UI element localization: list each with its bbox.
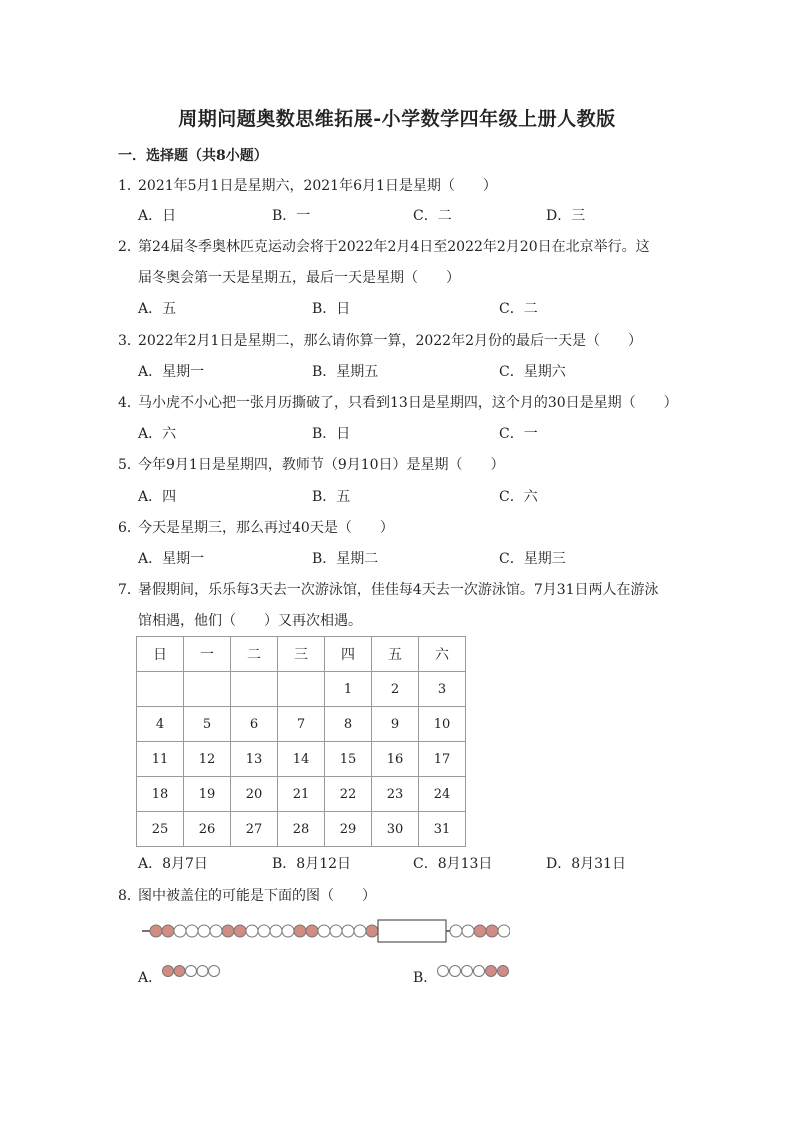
calendar-cell: 16 xyxy=(372,742,419,777)
calendar-weekday: 日 xyxy=(137,637,184,672)
calendar-cell: 29 xyxy=(325,812,372,847)
question-text: 今天是星期三，那么再过40天是（ ） xyxy=(138,520,394,536)
calendar-cell: 28 xyxy=(278,812,325,847)
question-number: 5． xyxy=(118,457,141,473)
option-c[interactable]: C．星期六 xyxy=(499,364,566,380)
calendar-weekday: 三 xyxy=(278,637,325,672)
question-text: 2022年2月1日是星期二，那么请你算一算，2022年2月份的最后一天是（ ） xyxy=(138,333,642,349)
option-c[interactable]: C．8月13日 xyxy=(413,856,493,872)
question-6 xyxy=(118,518,394,538)
question-text-continued: 馆相遇，他们（ ）又再次相遇。 xyxy=(138,613,362,629)
option-d[interactable]: D．8月31日 xyxy=(546,856,626,872)
bead-filled xyxy=(474,925,486,937)
question-text-continued: 届冬奥会第一天是星期五，最后一天是星期（ ） xyxy=(138,270,460,286)
bead-empty xyxy=(450,966,461,977)
option-c[interactable]: C．二 xyxy=(413,208,452,224)
option-a[interactable]: A．8月7日 xyxy=(138,856,208,872)
calendar-cell: 18 xyxy=(137,777,184,812)
calendar-cell: 17 xyxy=(419,742,466,777)
option-a[interactable]: A．六 xyxy=(138,426,177,442)
calendar-cell: 24 xyxy=(419,777,466,812)
question-number: 1． xyxy=(118,178,141,194)
option-b[interactable]: B．8月12日 xyxy=(272,856,352,872)
option-a-bead-figure[interactable] xyxy=(158,960,222,982)
calendar-cell: 6 xyxy=(231,707,278,742)
calendar-cell: 7 xyxy=(278,707,325,742)
calendar-row xyxy=(137,672,466,707)
calendar-cell: 19 xyxy=(184,777,231,812)
calendar-row xyxy=(137,742,466,777)
bead-empty xyxy=(197,966,208,977)
calendar-cell: 11 xyxy=(137,742,184,777)
option-a[interactable]: A．日 xyxy=(138,208,177,224)
question-number: 8． xyxy=(118,888,141,904)
bead-empty xyxy=(354,925,366,937)
question-text: 2021年5月1日是星期六，2021年6月1日是星期（ ） xyxy=(138,178,497,194)
question-2 xyxy=(118,237,650,257)
calendar-cell: 13 xyxy=(231,742,278,777)
calendar-cell: 25 xyxy=(137,812,184,847)
bead-empty xyxy=(198,925,210,937)
section-heading: 一．选择题（共8小题） xyxy=(118,148,268,164)
bead-empty xyxy=(330,925,342,937)
calendar-cell: 15 xyxy=(325,742,372,777)
bead-empty xyxy=(246,925,258,937)
calendar-cell: 26 xyxy=(184,812,231,847)
calendar-weekday: 六 xyxy=(419,637,466,672)
option-b[interactable]: B．星期五 xyxy=(312,364,379,380)
calendar-weekday: 二 xyxy=(231,637,278,672)
calendar-cell: 22 xyxy=(325,777,372,812)
option-b[interactable]: B．日 xyxy=(312,426,351,442)
option-c[interactable]: C．六 xyxy=(499,489,538,505)
option-c[interactable]: C．一 xyxy=(499,426,538,442)
calendar-cell: 20 xyxy=(231,777,278,812)
option-a[interactable]: A．星期一 xyxy=(138,364,205,380)
calendar-cell: 23 xyxy=(372,777,419,812)
bead-empty xyxy=(186,966,197,977)
calendar-header-row xyxy=(137,637,466,672)
calendar-cell: 4 xyxy=(137,707,184,742)
calendar-row xyxy=(137,777,466,812)
calendar-cell xyxy=(137,672,184,707)
bead-filled xyxy=(306,925,318,937)
bead-filled xyxy=(498,966,509,977)
option-b[interactable]: B．日 xyxy=(312,301,351,317)
question-text: 马小虎不小心把一张月历撕破了，只看到13日是星期四，这个月的30日是星期（ ） xyxy=(138,395,678,411)
question-number: 4． xyxy=(118,395,141,411)
calendar-weekday: 四 xyxy=(325,637,372,672)
question-number: 3． xyxy=(118,333,141,349)
question-number: 6． xyxy=(118,520,141,536)
question-3 xyxy=(118,331,642,351)
calendar-cell: 30 xyxy=(372,812,419,847)
calendar-cell xyxy=(231,672,278,707)
calendar-cell: 2 xyxy=(372,672,419,707)
bead-filled xyxy=(150,925,162,937)
bead-empty xyxy=(210,925,222,937)
bead-filled xyxy=(163,966,174,977)
bead-empty xyxy=(498,925,510,937)
calendar-cell: 8 xyxy=(325,707,372,742)
calendar-cell: 5 xyxy=(184,707,231,742)
option-d[interactable]: D．三 xyxy=(546,208,586,224)
calendar-cell: 9 xyxy=(372,707,419,742)
calendar-cell: 14 xyxy=(278,742,325,777)
option-b[interactable]: B．五 xyxy=(312,489,351,505)
question-5 xyxy=(118,455,505,475)
option-a[interactable]: A．星期一 xyxy=(138,551,205,567)
calendar-cell: 21 xyxy=(278,777,325,812)
bead-filled xyxy=(366,925,378,937)
calendar-cell: 10 xyxy=(419,707,466,742)
page-title: 周期问题奥数思维拓展-小学数学四年级上册人教版 xyxy=(178,108,616,130)
bead-empty xyxy=(474,966,485,977)
calendar-cell: 12 xyxy=(184,742,231,777)
option-b[interactable]: B． xyxy=(413,970,438,986)
option-c[interactable]: C．二 xyxy=(499,301,538,317)
bead-empty xyxy=(462,966,473,977)
question-number: 2． xyxy=(118,239,141,255)
calendar-row xyxy=(137,812,466,847)
bead-empty xyxy=(318,925,330,937)
bead-empty xyxy=(282,925,294,937)
option-c[interactable]: C．星期三 xyxy=(499,551,566,567)
option-b[interactable]: B．一 xyxy=(272,208,311,224)
calendar-cell xyxy=(278,672,325,707)
option-a[interactable]: A．五 xyxy=(138,301,177,317)
option-a[interactable]: A． xyxy=(138,970,163,986)
bead-empty xyxy=(450,925,462,937)
bead-filled xyxy=(162,925,174,937)
option-b[interactable]: B．星期二 xyxy=(312,551,379,567)
question-1 xyxy=(118,176,497,196)
calendar-cell: 31 xyxy=(419,812,466,847)
bead-string-figure xyxy=(140,912,510,950)
bead-empty xyxy=(438,966,449,977)
calendar-cell: 3 xyxy=(419,672,466,707)
question-number: 7． xyxy=(118,582,141,598)
calendar-row xyxy=(137,707,466,742)
calendar-cell: 27 xyxy=(231,812,278,847)
bead-empty xyxy=(270,925,282,937)
bead-empty xyxy=(258,925,270,937)
question-7 xyxy=(118,580,659,600)
calendar-weekday: 五 xyxy=(372,637,419,672)
calendar-cell xyxy=(184,672,231,707)
calendar-cell: 1 xyxy=(325,672,372,707)
question-text: 第24届冬季奥林匹克运动会将于2022年2月4日至2022年2月20日在北京举行。这 xyxy=(138,239,650,255)
calendar-weekday: 一 xyxy=(184,637,231,672)
bead-filled xyxy=(174,966,185,977)
bead-empty xyxy=(209,966,220,977)
bead-filled xyxy=(222,925,234,937)
question-4 xyxy=(118,393,678,413)
bead-filled xyxy=(486,966,497,977)
calendar-table xyxy=(136,636,466,847)
bead-filled xyxy=(486,925,498,937)
question-text: 图中被盖住的可能是下面的图（ ） xyxy=(138,888,376,904)
bead-empty xyxy=(174,925,186,937)
bead-empty xyxy=(462,925,474,937)
bead-empty xyxy=(342,925,354,937)
question-text: 暑假期间，乐乐每3天去一次游泳馆，佳佳每4天去一次游泳馆。7月31日两人在游泳 xyxy=(138,582,659,598)
option-a[interactable]: A．四 xyxy=(138,489,177,505)
bead-filled xyxy=(294,925,306,937)
option-b-bead-figure[interactable] xyxy=(434,960,514,982)
bead-empty xyxy=(186,925,198,937)
question-8 xyxy=(118,886,376,906)
question-text: 今年9月1日是星期四，教师节（9月10日）是星期（ ） xyxy=(138,457,505,473)
bead-filled xyxy=(234,925,246,937)
cover-box xyxy=(378,920,446,942)
